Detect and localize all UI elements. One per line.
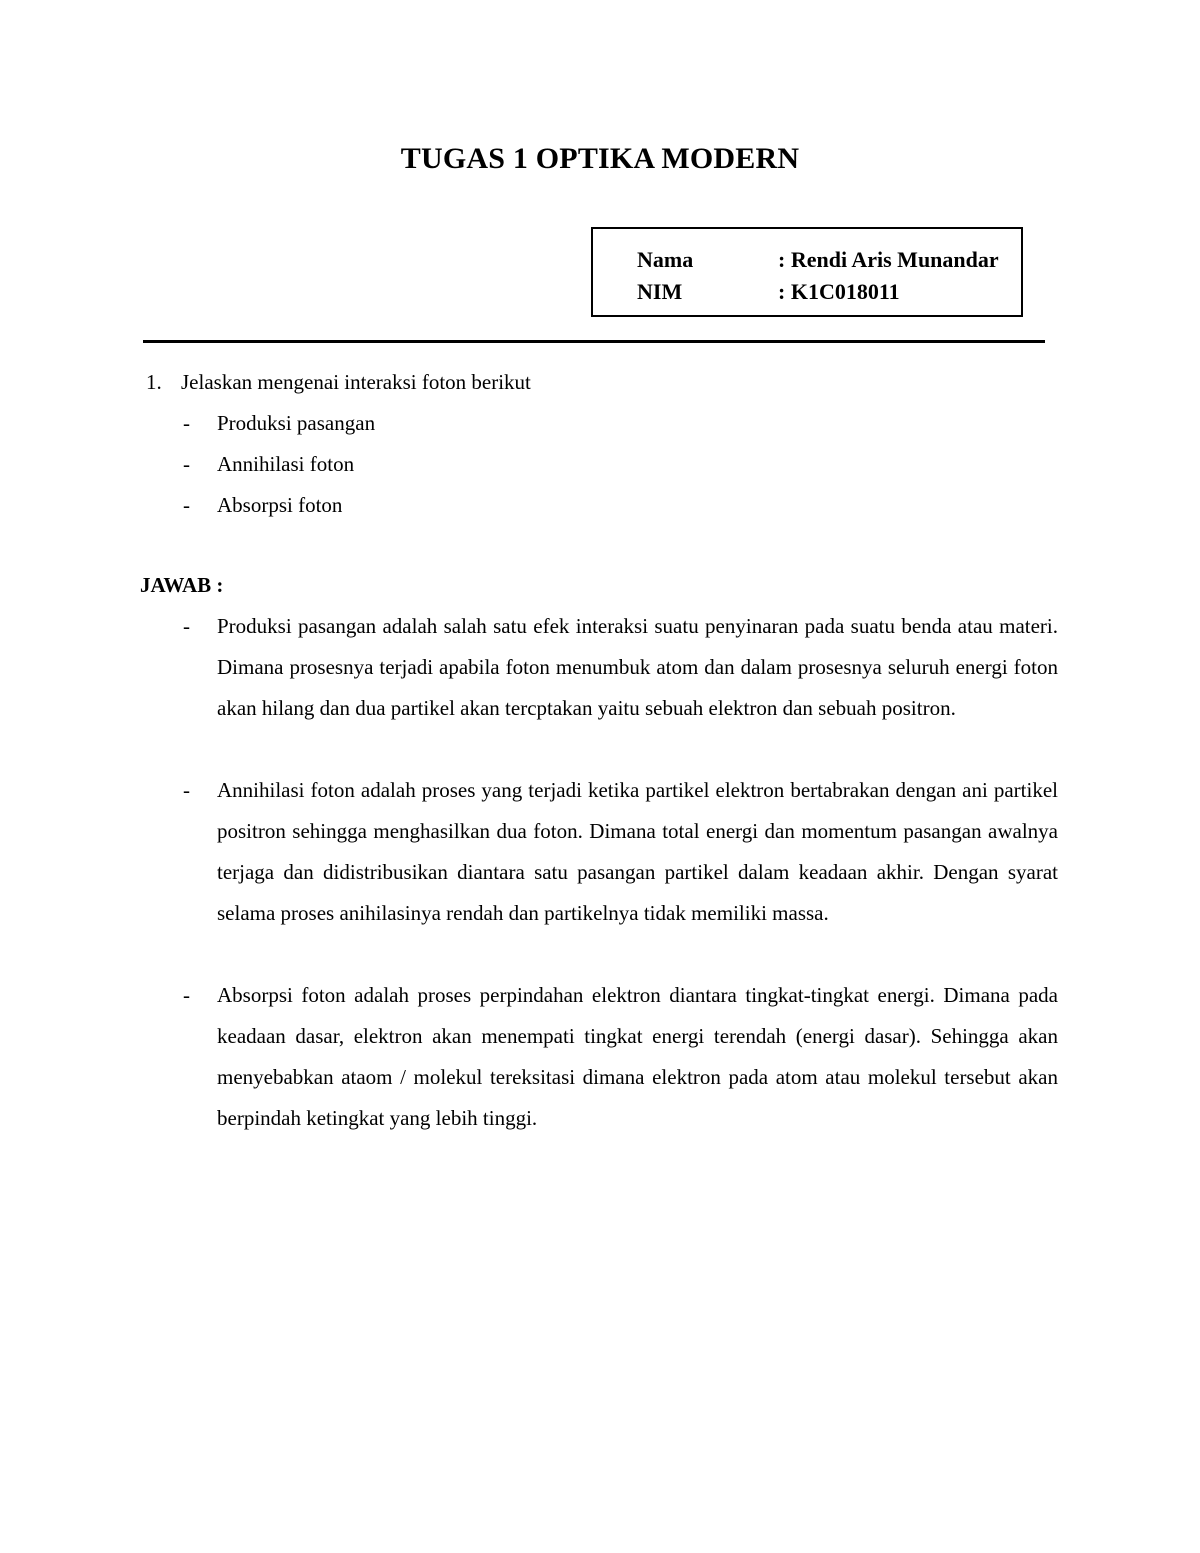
question-item-bullet: - [183,452,190,476]
question-number: 1. [146,370,162,394]
document-title: TUGAS 1 OPTIKA MODERN [400,142,800,175]
answer-bullet: - [183,614,190,638]
nim-label: NIM [637,279,683,304]
question-item: Annihilasi foton [217,452,355,476]
answer-heading: JAWAB : [140,573,224,597]
answer-paragraph: Absorpsi foton adalah proses perpindahan elektron diantara tingkat-tingkat energi. Dimana pada keadaan dasar, elektron akan menempati tingkat energi terendah (energi dasar). Sehingga akan menyebabkan ataom / molekul tereksitasi dimana elektron pada atom atau molekul tersebut akan berpindah ketingkat yang lebih tinggi. [217,983,1058,1130]
answer-bullet: - [183,778,190,802]
question-item-bullet: - [183,493,190,517]
name-label: Nama [637,247,694,272]
nim-value: : K1C018011 [778,279,900,304]
header-divider [143,340,1045,343]
question-item: Absorpsi foton [217,493,343,517]
answer-bullet: - [183,983,190,1007]
identity-box [591,227,1023,317]
name-row [637,247,999,273]
question-item: Produksi pasangan [217,411,376,435]
nim-row [637,279,900,305]
name-value: : Rendi Aris Munandar [778,247,999,272]
question-text: Jelaskan mengenai interaksi foton berikut [181,370,531,394]
answer-paragraph: Annihilasi foton adalah proses yang terjadi ketika partikel elektron bertabrakan dengan ani partikel positron sehingga menghasilkan dua foton. Dimana total energi dan momentum pasangan awalnya terjaga dan didistribusikan diantara satu pasangan partikel dalam keadaan akhir. Dengan syarat selama proses anihilasinya rendah dan partikelnya tidak memiliki massa. [217,778,1058,925]
question-item-bullet: - [183,411,190,435]
answer-paragraph: Produksi pasangan adalah salah satu efek interaksi suatu penyinaran pada suatu benda atau materi. Dimana prosesnya terjadi apabila foton menumbuk atom dan dalam prosesnya seluruh energi foton akan hilang dan dua partikel akan tercptakan yaitu sebuah elektron dan sebuah positron. [217,614,1058,720]
